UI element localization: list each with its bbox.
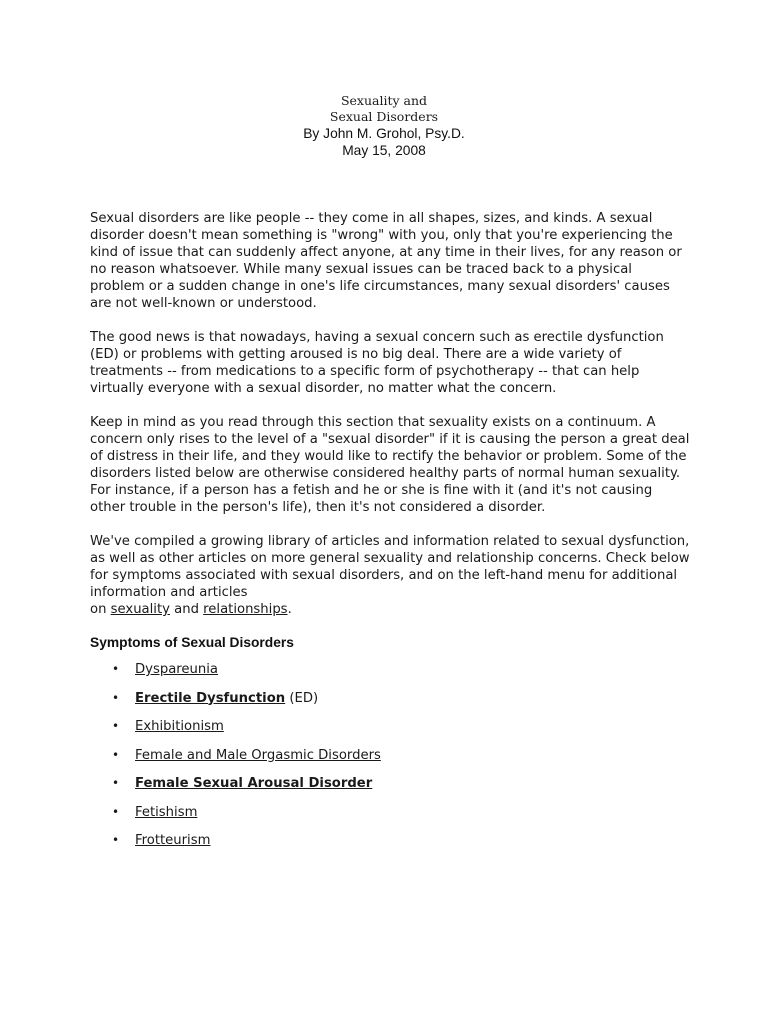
paragraph-library-and: and bbox=[174, 602, 199, 617]
paragraph-continuum: Keep in mind as you read through this section that sexuality exists on a continuum. A concern only rises to the level of a "sexual disorder" if it is causing the person a great deal of distress in their life, and they would like to rectify the behavior or problem. Some of the disorders listed below are otherwise considered healthy parts of normal human sexuality. For instance, if a person has a fetish and he or she is fine with it (and it's not causing other trouble in the person's life), then it's not considered a disorder. bbox=[90, 415, 690, 515]
paragraph-intro: Sexual disorders are like people -- they come in all shapes, sizes, and kinds. A sexual disorder doesn't mean something is "wrong" with you, only that you're experiencing the kind of issue that can suddenly affect anyone, at any time in their lives, for any reason or no reason whatsoever. While many sexual issues can be traced back to a physical problem or a sudden change in one's life circumstances, many sexual disorders' causes are not well-known or understood. bbox=[90, 211, 682, 311]
list-item bbox=[90, 747, 690, 776]
list-item bbox=[90, 804, 690, 833]
frotteurism-link[interactable]: Frotteurism bbox=[135, 833, 211, 848]
title-line-2: Sexual Disorders bbox=[329, 109, 439, 124]
fetishism-link[interactable]: Fetishism bbox=[135, 804, 198, 820]
bullet-icon: • bbox=[112, 719, 120, 733]
paragraph-library bbox=[90, 533, 690, 618]
list-item bbox=[90, 661, 690, 690]
erectile-dysfunction-suffix: (ED) bbox=[285, 690, 319, 706]
paragraph-library-on: on bbox=[90, 602, 107, 617]
exhibitionism-link[interactable]: Exhibitionism bbox=[135, 719, 224, 734]
list-item bbox=[90, 832, 690, 861]
relationships-link[interactable]: relationships bbox=[203, 602, 288, 617]
list-item bbox=[90, 690, 690, 719]
dyspareunia-link[interactable]: Dyspareunia bbox=[135, 662, 218, 677]
publish-date: May 15, 2008 bbox=[342, 143, 426, 158]
list-item bbox=[90, 718, 690, 747]
arousal-disorder-link[interactable]: Female Sexual Arousal Disorder bbox=[135, 776, 373, 791]
list-item bbox=[90, 775, 690, 804]
paragraph-good-news: The good news is that nowadays, having a sexual concern such as erectile dysfunction (ED) or problems with getting aroused is no big deal. There are a wide variety of treatments -- from medications to a specific form of psychotherapy -- that can help virtually everyone with a sexual disorder, no matter what the concern. bbox=[90, 330, 664, 396]
symptoms-heading: Symptoms of Sexual Disorders bbox=[90, 635, 294, 650]
orgasmic-disorders-link[interactable]: Female and Male Orgasmic Disorders bbox=[135, 747, 381, 763]
article-body bbox=[90, 210, 690, 861]
symptoms-list bbox=[90, 661, 690, 861]
bullet-icon: • bbox=[112, 747, 120, 762]
erectile-dysfunction-link[interactable]: Erectile Dysfunction bbox=[135, 690, 286, 706]
title-line-1: Sexuality and bbox=[340, 93, 428, 108]
sexuality-link[interactable]: sexuality bbox=[110, 602, 170, 617]
bullet-icon: • bbox=[112, 690, 120, 705]
bullet-icon: • bbox=[112, 804, 120, 819]
bullet-icon: • bbox=[112, 662, 120, 676]
paragraph-library-end: . bbox=[287, 602, 292, 617]
author-byline: By John M. Grohol, Psy.D. bbox=[303, 126, 465, 141]
document-header bbox=[0, 93, 768, 159]
paragraph-library-text: We've compiled a growing library of articles and information related to sexual dysfunction, as well as other articles on more general sexuality and relationship concerns. Check below for symptoms associated with sexual disorders, and on the left-hand menu for additional information and articles bbox=[90, 534, 690, 600]
bullet-icon: • bbox=[112, 833, 120, 847]
bullet-icon: • bbox=[112, 776, 120, 790]
